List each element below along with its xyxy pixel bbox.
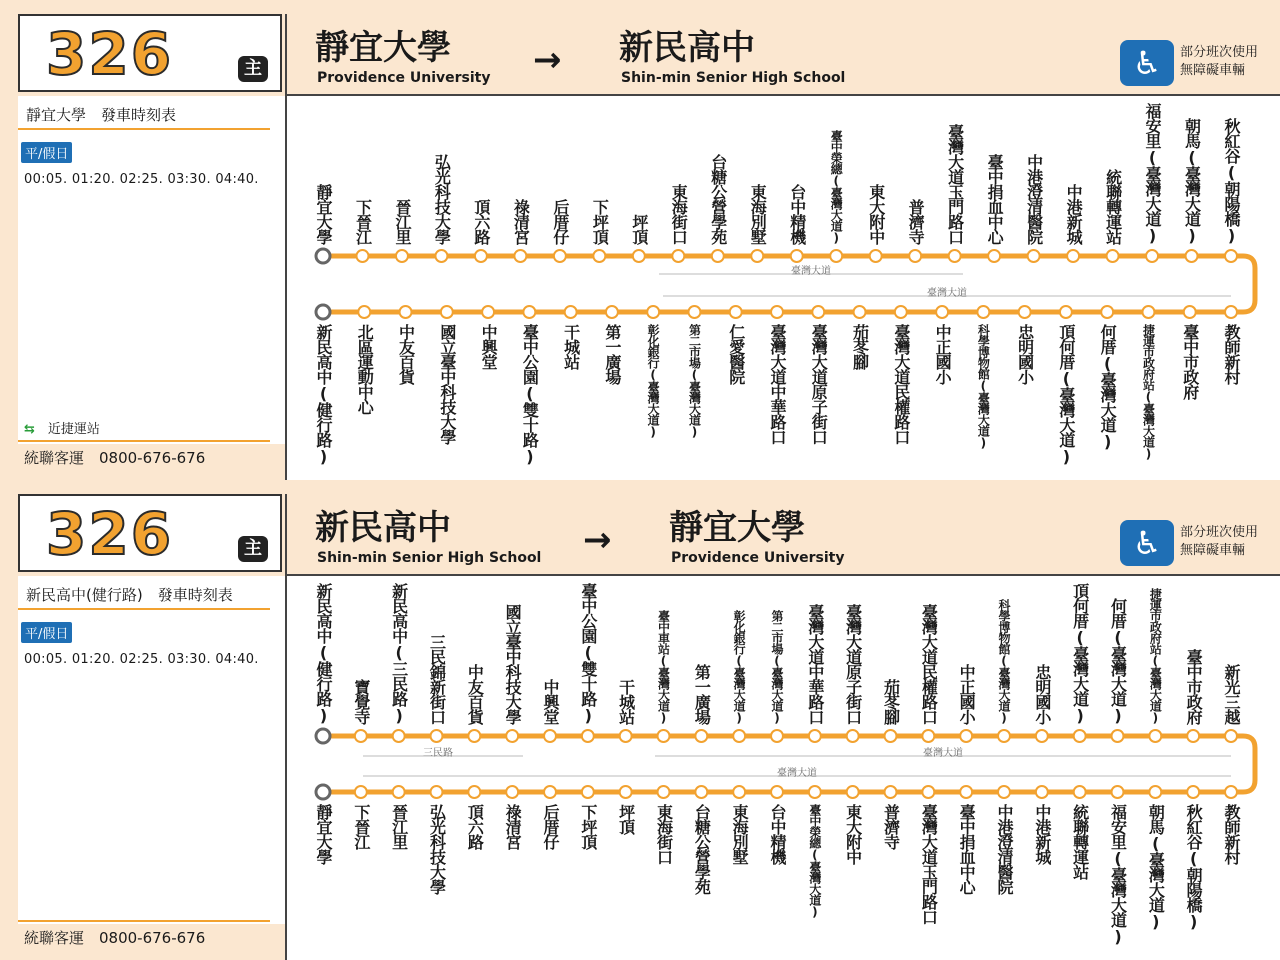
- stop-marker: [554, 250, 566, 262]
- mrt-transfer-icon: ⇆: [24, 422, 35, 437]
- stop-name: 弘光科技大學: [432, 154, 452, 244]
- stop-name: 何厝(臺灣大道): [1108, 598, 1128, 724]
- stop-marker: [565, 306, 577, 318]
- stop-name: 東海街口: [669, 184, 689, 244]
- stop-name: 新民高中(健行路): [314, 583, 333, 724]
- stop-name: 國立臺中科技大學: [503, 604, 523, 724]
- stop-name: 第二市場(臺灣大道): [687, 324, 702, 438]
- accessibility-notice: [1120, 40, 1270, 86]
- day-tag: 平/假日: [21, 142, 72, 163]
- route-box: [18, 14, 282, 92]
- stop-marker: [393, 730, 405, 742]
- stop-marker: [809, 786, 821, 798]
- stop-marker: [1225, 730, 1237, 742]
- departure-times: 00:05. 01:20. 02:25. 03:30. 04:40.: [24, 172, 259, 187]
- origin-name-en: Shin-min Senior High School: [317, 550, 542, 566]
- stop-name: 頂何厝(臺灣大道): [1070, 583, 1090, 724]
- destination-name: 新民高中: [619, 28, 755, 68]
- stop-name: 臺灣大道中華路口: [768, 324, 787, 444]
- mrt-legend-label: 近捷運站: [47, 422, 100, 437]
- stop-marker: [523, 306, 535, 318]
- stop-marker: [633, 250, 645, 262]
- stop-name: 中港澄清醫院: [1024, 154, 1044, 244]
- stop-marker: [695, 786, 707, 798]
- stop-marker: [606, 306, 618, 318]
- stop-marker: [514, 250, 526, 262]
- stop-marker: [809, 730, 821, 742]
- origin-name: 靜宜大學: [315, 28, 451, 68]
- stop-marker: [356, 250, 368, 262]
- stop-marker: [771, 786, 783, 798]
- stop-marker: [1146, 250, 1158, 262]
- stop-name: 中港新城: [1064, 184, 1084, 244]
- stop-marker: [582, 786, 594, 798]
- stop-name: 普濟寺: [906, 199, 926, 244]
- stop-marker: [998, 730, 1010, 742]
- stop-marker: [620, 730, 632, 742]
- stop-marker: [830, 250, 842, 262]
- stop-marker: [791, 250, 803, 262]
- road-label: 三民路: [423, 748, 453, 759]
- stop-name: 后厝仔: [550, 199, 570, 244]
- stop-marker: [400, 306, 412, 318]
- route-number: 326: [46, 500, 174, 568]
- stop-marker: [1112, 730, 1124, 742]
- stop-name: 祿清宮: [503, 804, 523, 849]
- stop-marker: [1074, 730, 1086, 742]
- stop-marker: [358, 306, 370, 318]
- stop-marker: [885, 786, 897, 798]
- route-number: 326: [46, 20, 174, 88]
- stop-marker: [988, 250, 1000, 262]
- stop-marker: [316, 729, 330, 743]
- direction-arrow: →: [533, 40, 562, 80]
- panel-inbound: [0, 480, 1280, 960]
- left-column: [0, 480, 286, 960]
- stop-name: 下坪頂: [578, 804, 598, 849]
- stop-marker: [977, 306, 989, 318]
- stop-name: 東大附中: [843, 804, 863, 864]
- stop-name: 臺灣大道原子街口: [843, 604, 863, 724]
- stop-marker: [812, 306, 824, 318]
- stop-name: 晉江里: [389, 804, 409, 849]
- accessibility-text: 無障礙車輛: [1180, 63, 1246, 78]
- origin-name: 新民高中: [315, 508, 451, 548]
- stop-marker: [435, 250, 447, 262]
- stop-name: 台糖公營學苑: [708, 154, 728, 244]
- departure-times: 00:05. 01:20. 02:25. 03:30. 04:40.: [24, 652, 259, 667]
- stop-name: 臺灣大道民權路口: [891, 324, 911, 444]
- stop-marker: [1142, 306, 1154, 318]
- stop-marker: [672, 250, 684, 262]
- stop-marker: [582, 730, 594, 742]
- stop-name: 仁愛醫院: [726, 324, 746, 384]
- stop-name: 教師新村: [1222, 804, 1241, 864]
- stop-name: 茄苳腳: [850, 324, 870, 369]
- stop-marker: [1067, 250, 1079, 262]
- stop-marker: [733, 786, 745, 798]
- main-route-badge: 主: [238, 536, 268, 562]
- stop-name: 朝馬(臺灣大道): [1182, 118, 1202, 244]
- stop-name: 臺中榮總(臺灣大道): [807, 804, 822, 918]
- stop-name: 福安里(臺灣大道): [1108, 804, 1128, 945]
- stop-name: 中正國小: [933, 324, 953, 384]
- route-map: [287, 576, 1280, 960]
- stop-marker: [751, 250, 763, 262]
- stop-name: 東海別墅: [748, 184, 768, 244]
- stop-marker: [1149, 786, 1161, 798]
- origin-name-en: Providence University: [317, 70, 491, 86]
- stop-name: 朝馬(臺灣大道): [1146, 804, 1166, 930]
- stop-name: 忠明國小: [1032, 664, 1052, 724]
- stop-marker: [1028, 250, 1040, 262]
- stop-name: 台糖公營學苑: [692, 804, 712, 894]
- stop-name: 中興堂: [479, 324, 499, 369]
- stop-name: 靜宜大學: [314, 184, 333, 244]
- stop-marker: [847, 730, 859, 742]
- stop-name: 后厝仔: [541, 804, 560, 849]
- timetable-box: [18, 96, 286, 480]
- stop-marker: [658, 786, 670, 798]
- stop-marker: [1036, 730, 1048, 742]
- stop-marker: [949, 250, 961, 262]
- stop-marker: [506, 730, 518, 742]
- stop-name: 頂六路: [471, 199, 491, 244]
- road-label: 臺灣大道: [923, 748, 963, 759]
- stop-marker: [688, 306, 700, 318]
- main-route-badge: 主: [238, 56, 268, 82]
- stop-marker: [922, 786, 934, 798]
- stop-marker: [1186, 250, 1198, 262]
- stop-marker: [733, 730, 745, 742]
- stop-marker: [712, 250, 724, 262]
- stop-marker: [895, 306, 907, 318]
- stop-name: 彰化銀行(臺灣大道): [646, 324, 661, 438]
- stop-name: 中興堂: [541, 679, 560, 724]
- stop-name: 茄苳腳: [881, 679, 901, 724]
- divider: [18, 920, 270, 922]
- stop-marker: [1225, 306, 1237, 318]
- route-map: [287, 96, 1280, 480]
- stop-marker: [506, 786, 518, 798]
- stop-marker: [431, 786, 443, 798]
- stop-name: 坪頂: [629, 214, 649, 244]
- stop-name: 捷運市政府站(臺灣大道): [1148, 588, 1163, 724]
- stop-name: 福安里(臺灣大道): [1143, 103, 1163, 244]
- stop-name: 台中精機: [768, 804, 787, 864]
- stop-marker: [695, 730, 707, 742]
- road-label: 臺灣大道: [791, 266, 831, 277]
- stop-marker: [658, 730, 670, 742]
- stop-marker: [1112, 786, 1124, 798]
- stop-marker: [468, 730, 480, 742]
- stop-name: 台中精機: [787, 184, 807, 244]
- stop-name: 捷運市政府站(臺灣大道): [1141, 324, 1156, 460]
- stop-name: 臺灣大道原子街口: [809, 324, 829, 444]
- stop-name: 新光三越: [1222, 664, 1241, 724]
- stop-marker: [544, 786, 556, 798]
- stop-marker: [647, 306, 659, 318]
- stop-marker: [960, 730, 972, 742]
- left-column: [0, 0, 286, 480]
- stop-marker: [1107, 250, 1119, 262]
- stop-marker: [1225, 786, 1237, 798]
- stop-marker: [393, 786, 405, 798]
- wheelchair-icon: ♿: [1120, 520, 1174, 566]
- stop-marker: [854, 306, 866, 318]
- stop-name: 臺中榮總(臺灣大道): [829, 130, 844, 244]
- stop-marker: [396, 250, 408, 262]
- direction-arrow: →: [583, 520, 612, 560]
- stop-name: 統聯轉運站: [1103, 169, 1123, 244]
- stop-name: 臺中公園(雙十路): [578, 583, 598, 724]
- stop-marker: [1036, 786, 1048, 798]
- destination-name-en: Shin-min Senior High School: [621, 70, 846, 86]
- accessibility-text: 部分班次使用: [1180, 45, 1259, 60]
- stop-name: 第一廣場: [602, 324, 622, 384]
- stop-name: 干城站: [561, 324, 581, 369]
- stop-marker: [771, 730, 783, 742]
- stop-name: 臺中公園(雙十路): [520, 324, 540, 465]
- stop-marker: [1019, 306, 1031, 318]
- stop-marker: [885, 730, 897, 742]
- stop-marker: [475, 250, 487, 262]
- stop-name: 何厝(臺灣大道): [1098, 324, 1118, 450]
- stop-name: 新民高中(三民路): [389, 583, 409, 724]
- destination-name: 靜宜大學: [669, 508, 805, 548]
- stop-name: 東海街口: [654, 804, 674, 864]
- stop-marker: [482, 306, 494, 318]
- stop-name: 弘光科技大學: [427, 804, 447, 894]
- stop-name: 臺中車站(臺灣大道): [656, 610, 671, 724]
- divider: [18, 128, 270, 130]
- stop-marker: [909, 250, 921, 262]
- stop-name: 頂何厝(臺灣大道): [1056, 324, 1076, 465]
- mrt-legend: [24, 418, 100, 437]
- stop-marker: [870, 250, 882, 262]
- accessibility-text: 無障礙車輛: [1180, 543, 1246, 558]
- stop-name: 晉江里: [392, 199, 412, 244]
- stop-name: 彰化銀行(臺灣大道): [732, 610, 747, 724]
- stop-marker: [936, 306, 948, 318]
- stop-marker: [1187, 786, 1199, 798]
- stop-name: 中港新城: [1032, 804, 1052, 864]
- stop-marker: [1074, 786, 1086, 798]
- stop-name: 臺灣大道中華路口: [805, 604, 825, 724]
- stop-name: 祿清宮: [511, 199, 531, 244]
- stop-marker: [1101, 306, 1113, 318]
- stop-name: 東大附中: [866, 184, 886, 244]
- route-header: [287, 494, 1280, 576]
- stop-name: 中港澄清醫院: [995, 804, 1014, 894]
- route-box: [18, 494, 282, 572]
- road-label: 臺灣大道: [927, 288, 967, 299]
- divider: [18, 608, 270, 610]
- wheelchair-icon: ♿: [1120, 40, 1174, 86]
- stop-name: 忠明國小: [1015, 324, 1035, 384]
- stop-marker: [998, 786, 1010, 798]
- stop-name: 第二市場(臺灣大道): [770, 610, 784, 724]
- stop-marker: [316, 785, 330, 799]
- stop-name: 中友百貨: [465, 664, 485, 724]
- stop-name: 頂六路: [465, 804, 485, 849]
- stop-marker: [1184, 306, 1196, 318]
- stop-marker: [1060, 306, 1072, 318]
- stop-name: 北區運動中心: [355, 324, 375, 414]
- stop-marker: [847, 786, 859, 798]
- stop-name: 臺中市政府: [1180, 324, 1200, 399]
- stop-marker: [1149, 730, 1161, 742]
- stop-name: 下坪頂: [590, 199, 610, 244]
- stop-marker: [620, 786, 632, 798]
- stop-name: 干城站: [616, 679, 636, 724]
- timetable-title: 靜宜大學 發車時刻表: [26, 106, 177, 124]
- route-header: [287, 14, 1280, 96]
- stop-name: 臺中捐血中心: [957, 804, 977, 894]
- timetable-box: [18, 576, 286, 960]
- stop-marker: [771, 306, 783, 318]
- stop-marker: [468, 786, 480, 798]
- stop-marker: [316, 305, 330, 319]
- destination-name-en: Providence University: [671, 550, 845, 566]
- stop-name: 寶覺寺: [351, 679, 371, 724]
- road-label: 臺灣大道: [777, 768, 817, 779]
- stop-marker: [922, 730, 934, 742]
- stop-marker: [730, 306, 742, 318]
- stop-name: 臺灣大道玉門路口: [919, 804, 939, 924]
- stop-marker: [1225, 250, 1237, 262]
- stop-name: 科學博物館(臺灣大道): [997, 599, 1011, 724]
- stop-marker: [355, 730, 367, 742]
- stop-name: 中友百貨: [396, 324, 416, 384]
- stop-marker: [1187, 730, 1199, 742]
- operator-contact: 統聯客運 0800-676-676: [18, 444, 286, 480]
- stop-name: 普濟寺: [881, 804, 901, 849]
- stop-name: 坪頂: [616, 804, 636, 834]
- stop-name: 教師新村: [1222, 324, 1241, 384]
- stop-name: 秋紅谷(朝陽橋): [1222, 118, 1241, 244]
- stop-marker: [441, 306, 453, 318]
- timetable-title: 新民高中(健行路) 發車時刻表: [26, 586, 233, 604]
- stop-name: 下晉江: [351, 804, 371, 849]
- stop-marker: [316, 249, 330, 263]
- stop-name: 國立臺中科技大學: [437, 324, 457, 444]
- day-tag: 平/假日: [21, 622, 72, 643]
- stop-name: 第一廣場: [692, 664, 712, 724]
- stop-name: 三民錦新街口: [427, 634, 447, 724]
- stop-name: 靜宜大學: [314, 804, 333, 864]
- stop-name: 科學博物館(臺灣大道): [976, 324, 991, 449]
- stop-name: 臺灣大道民權路口: [919, 604, 939, 724]
- accessibility-text: 部分班次使用: [1180, 525, 1259, 540]
- stop-marker: [355, 786, 367, 798]
- stop-marker: [593, 250, 605, 262]
- stop-name: 下晉江: [353, 199, 373, 244]
- stop-name: 東海別墅: [730, 804, 750, 864]
- stop-marker: [431, 730, 443, 742]
- stop-name: 新民高中(健行路): [314, 324, 333, 465]
- stop-name: 中正國小: [957, 664, 977, 724]
- operator-contact: 統聯客運 0800-676-676: [18, 924, 286, 960]
- stop-name: 臺中市政府: [1184, 649, 1204, 724]
- stop-name: 臺中捐血中心: [985, 154, 1005, 244]
- stop-marker: [960, 786, 972, 798]
- stop-name: 臺灣大道玉門路口: [945, 124, 965, 244]
- stop-name: 統聯轉運站: [1070, 804, 1090, 879]
- accessibility-notice: [1120, 520, 1270, 566]
- route-path: [323, 256, 1255, 312]
- stop-marker: [544, 730, 556, 742]
- divider: [18, 440, 270, 442]
- stop-name: 秋紅谷(朝陽橋): [1184, 804, 1204, 930]
